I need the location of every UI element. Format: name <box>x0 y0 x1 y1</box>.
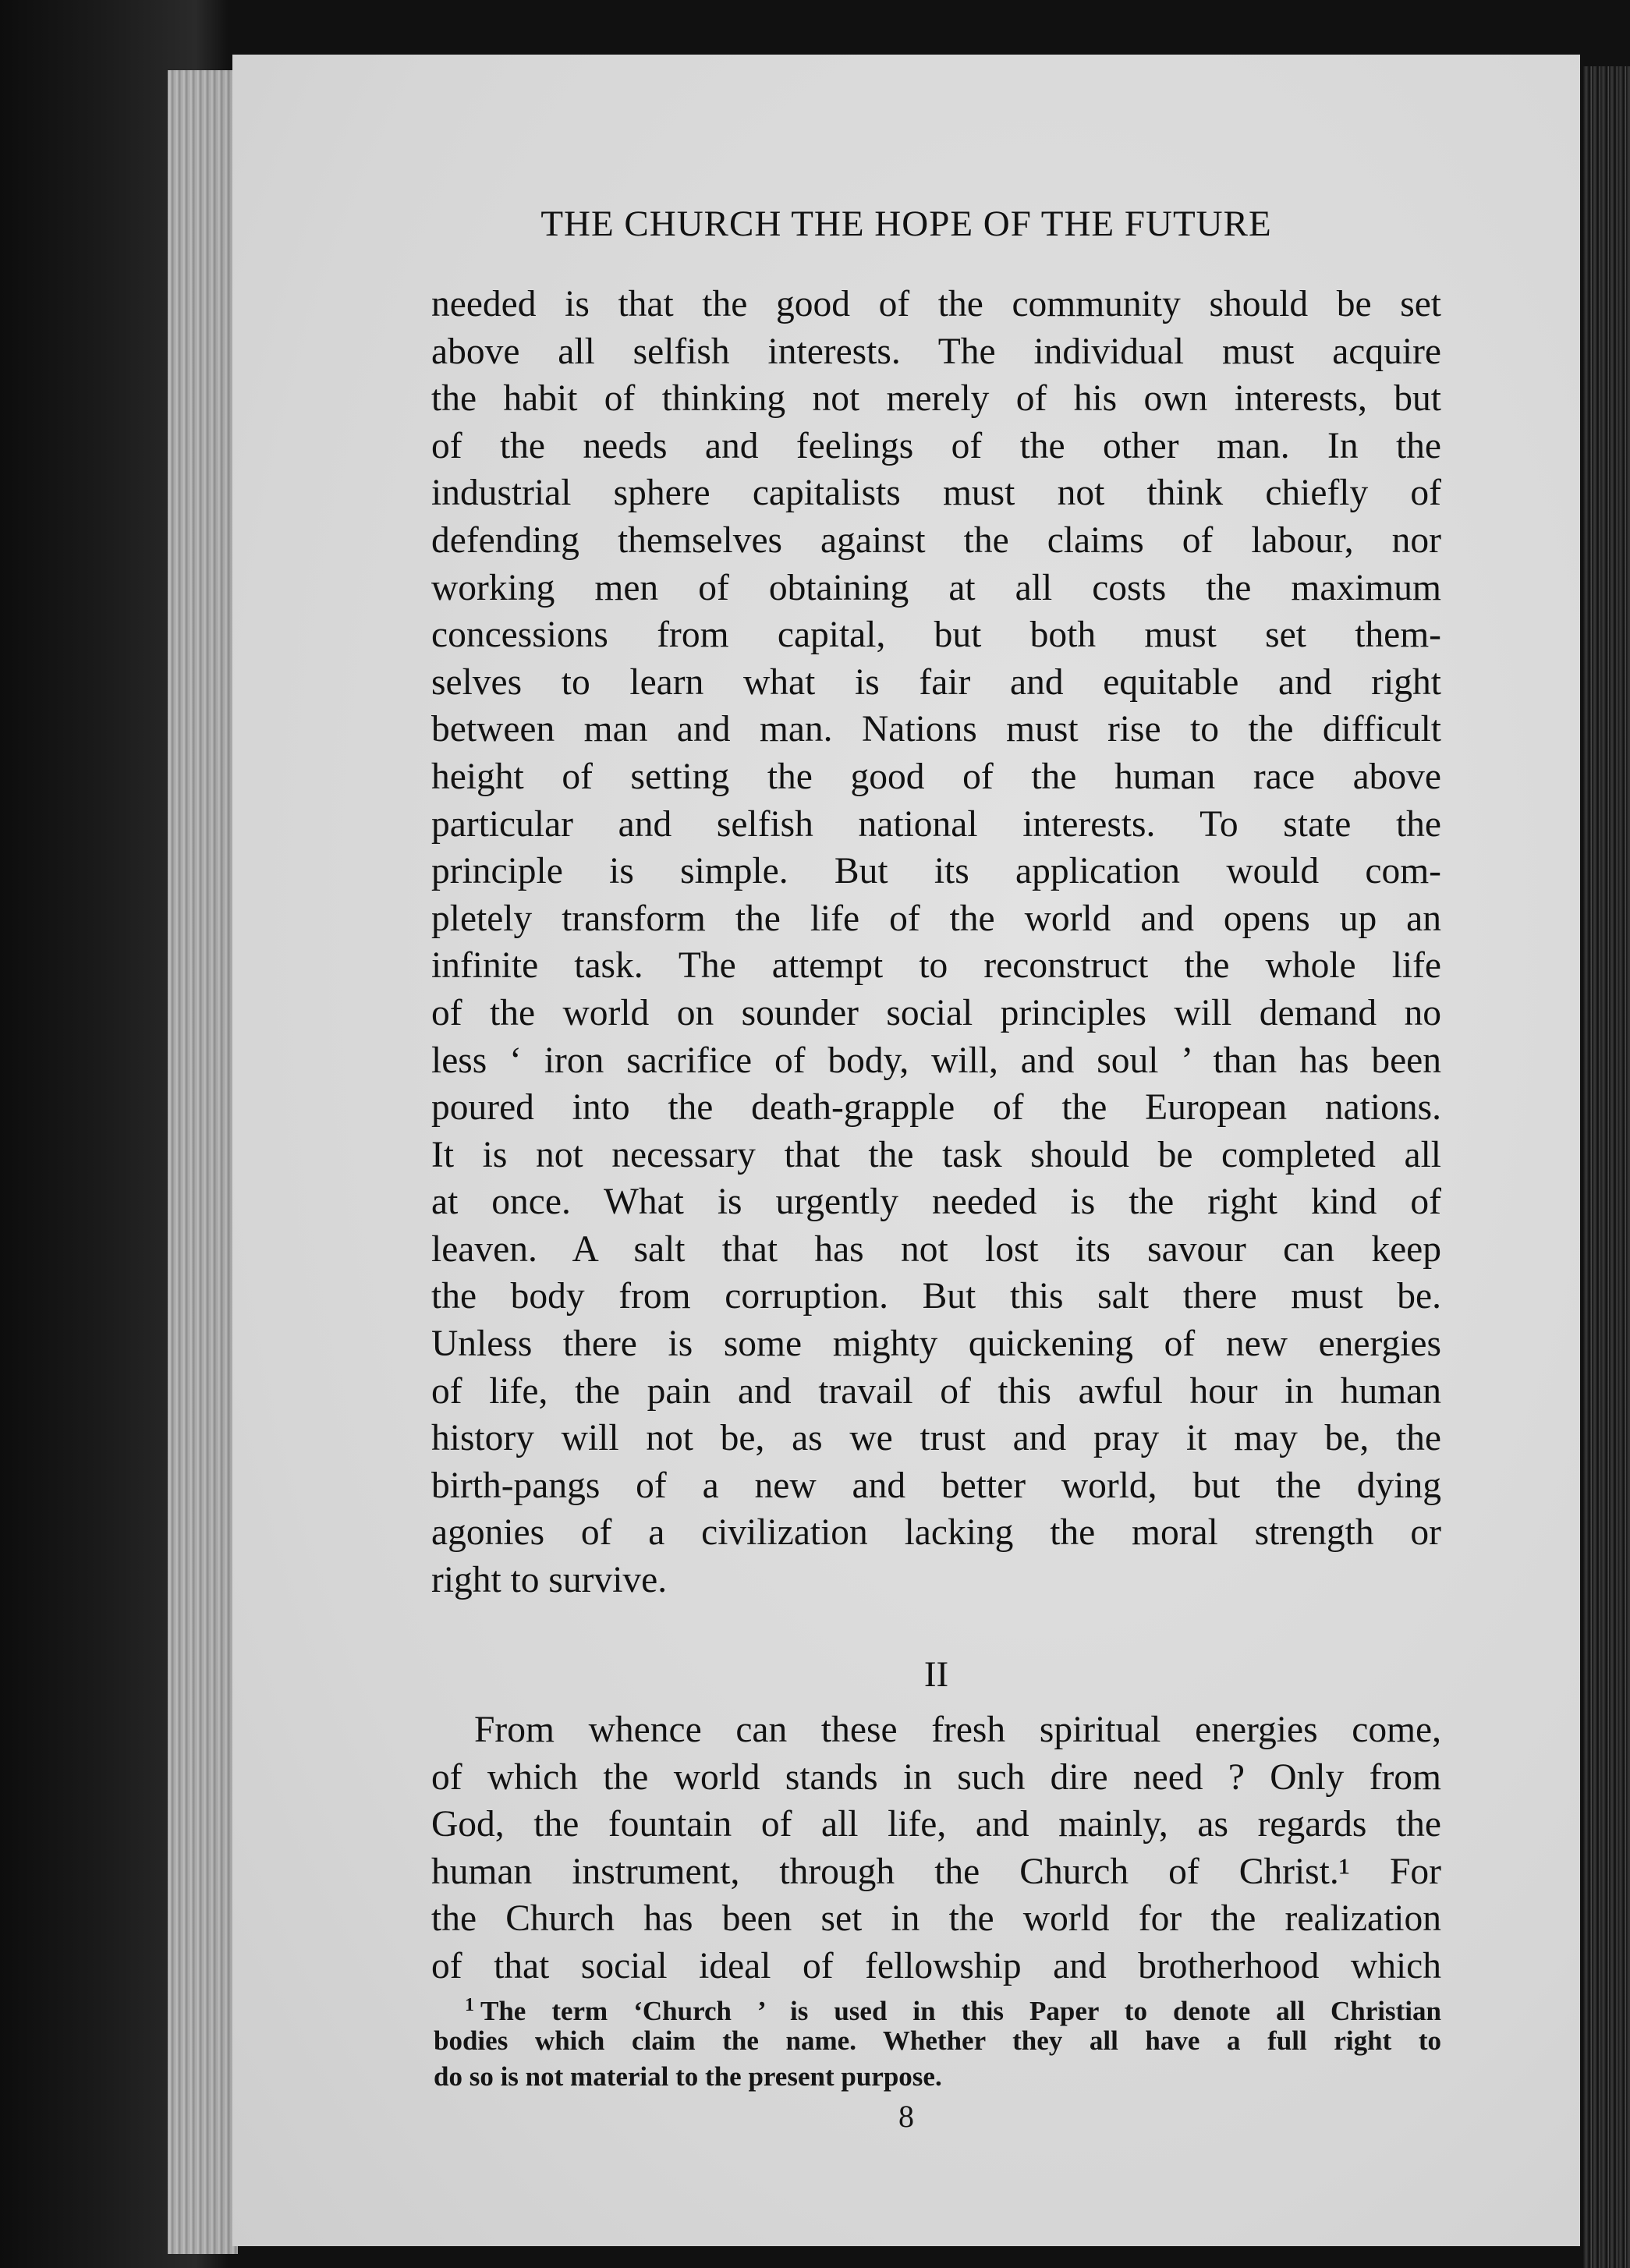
text-line: the body from corruption. But this salt there must be. <box>431 1276 1441 1317</box>
text-line: between man and man. Nations must rise to the difficult <box>431 709 1441 750</box>
section-heading: II <box>923 1654 949 1695</box>
text-line: industrial sphere capitalists must not think chiefly of <box>431 473 1441 514</box>
text-line: working men of obtaining at all costs the maximum <box>431 567 1441 608</box>
text-line: history will not be, as we trust and pray it may be, the <box>431 1418 1441 1459</box>
text-line: leaven. A salt that has not lost its savour can keep <box>431 1228 1441 1270</box>
text-line: of that social ideal of fellowship and brotherhood which <box>431 1945 1441 1986</box>
footnote-line <box>434 1987 1441 2026</box>
paragraph-1 <box>431 281 1441 1604</box>
text-line: principle is simple. But its application would com- <box>431 851 1441 892</box>
text-line: particular and selfish national interests. To state the <box>431 803 1441 845</box>
text-line: right to survive. <box>431 1560 668 1601</box>
text-line: pletely transform the life of the world and opens up an <box>431 898 1441 939</box>
text-line: of the world on sounder social principles will demand no <box>431 992 1441 1033</box>
text-line: agonies of a civilization lacking the moral strength or <box>431 1512 1441 1554</box>
text-line: the habit of thinking not merely of his own interests, but <box>431 378 1441 420</box>
text-line: of life, the pain and travail of this awful hour in human <box>431 1370 1441 1412</box>
text-line: human instrument, through the Church of Christ.¹ For <box>431 1851 1441 1892</box>
running-head: THE CHURCH THE HOPE OF THE FUTURE <box>540 204 1272 244</box>
footnote-line <box>434 2023 1441 2059</box>
text-line: needed is that the good of the community should be set <box>431 284 1441 324</box>
footnote-text: do so is not material to the present purpose. <box>434 2061 942 2092</box>
text-line: poured into the death-grapple of the European nations. <box>431 1087 1441 1129</box>
text-line: selves to learn what is fair and equitable and right <box>431 661 1441 703</box>
text-line: birth-pangs of a new and better world, but the dying <box>431 1465 1441 1506</box>
book-page-edge-right <box>1583 66 1630 2268</box>
book-page <box>232 55 1580 2246</box>
text-line: height of setting the good of the human race above <box>431 756 1441 797</box>
text-line: of which the world stands in such dire need ? Only from <box>431 1756 1441 1798</box>
text-line: above all selfish interests. The individual must acquire <box>431 331 1441 372</box>
text-line: It is not necessary that the task should be completed all <box>431 1134 1441 1175</box>
footnote <box>434 1987 1441 2095</box>
footnote-line <box>434 2059 1441 2095</box>
book-page-edge-left <box>168 70 238 2254</box>
paragraph-2 <box>431 1706 1441 1990</box>
text-line: From whence can these fresh spiritual energies come, <box>474 1710 1441 1750</box>
text-line: of the needs and feelings of the other man. In the <box>431 425 1441 466</box>
text-line: less ‘ iron sacrifice of body, will, and soul ’ than has been <box>431 1040 1441 1081</box>
footnote-text: The term ‘Church ’ is used in this Paper to denote all Christian <box>480 1996 1441 2026</box>
text-line: the Church has been set in the world for the realization <box>431 1898 1441 1940</box>
text-line: concessions from capital, but both must set them- <box>431 615 1441 656</box>
text-line: Unless there is some mighty quickening of new energies <box>431 1324 1441 1365</box>
footnote-text: bodies which claim the name. Whether they all have a full right to <box>434 2025 1441 2056</box>
text-line: infinite task. The attempt to reconstruct the whole life <box>431 945 1441 987</box>
page-number: 8 <box>898 2099 914 2134</box>
text-line: at once. What is urgently needed is the right kind of <box>431 1182 1441 1223</box>
text-line: defending themselves against the claims of labour, nor <box>431 519 1441 561</box>
text-line: God, the fountain of all life, and mainly, as regards the <box>431 1804 1441 1845</box>
footnote-mark: 1 <box>465 1995 474 2015</box>
